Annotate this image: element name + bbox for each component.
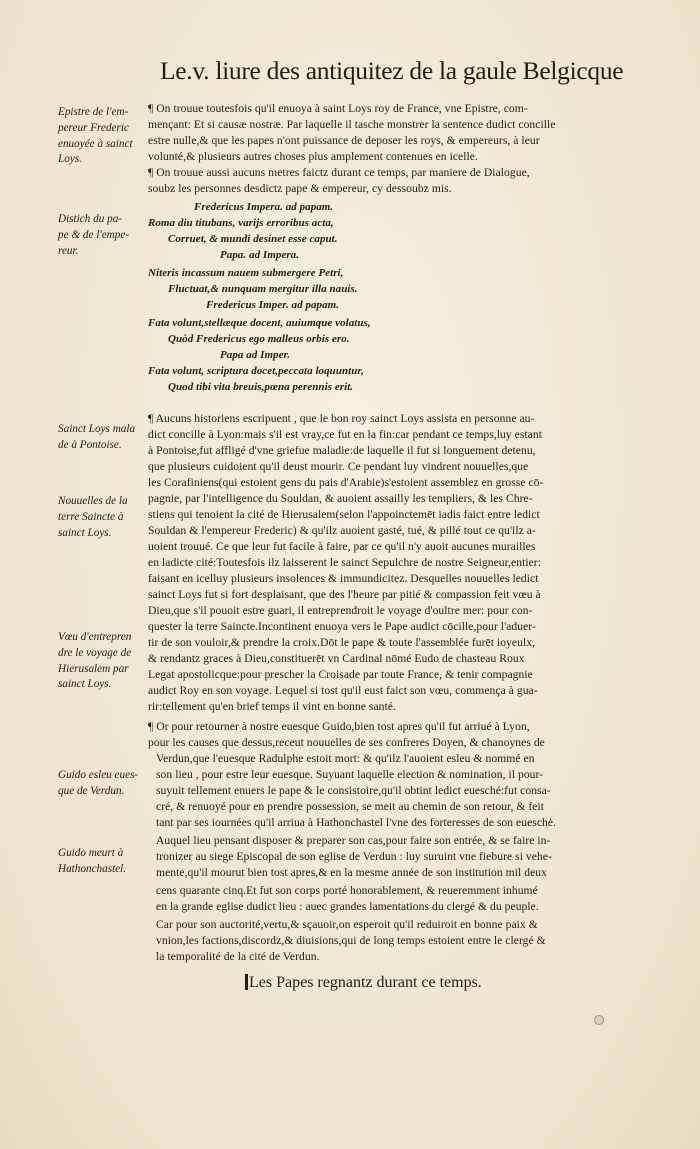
- margin-note: Nouuelles de la terre Saincte à sainct Loys.: [58, 495, 128, 539]
- text-line: uoient trouué. Ce que leur fut facile à faire, par ce qu'il n'y auoit aucunes murailles: [148, 540, 536, 553]
- text-line: son lieu , pour estre leur euesque. Suyuant laquelle election & nomination, il pour-: [156, 768, 544, 781]
- text-line: tir de son vouloir,& prendre la croix.Dōt le pape & toute l'assemblée furēt ioyeulx,: [148, 636, 536, 649]
- text-line: Souldan & l'empereur Frederic) & qu'ilz auoient gasté, tué, & pillé tout ce qu'ilz a-: [148, 524, 536, 537]
- verse-heading: Fredericus Impera. ad papam.: [194, 201, 334, 213]
- verse-line: Corruet, & mundi desinet esse caput.: [168, 233, 338, 245]
- text-line: tant par ses iournées qu'il arriua à Hathonchastel l'vne des forteresses de son eueschė.: [156, 816, 557, 829]
- verse-heading: Fredericus Imper. ad papam.: [206, 299, 340, 311]
- text-line: ¶ On trouue aussi aucuns metres faictz durant ce temps, par maniere de Dialogue,: [148, 166, 530, 179]
- verse-heading: Papa ad Imper.: [220, 349, 291, 361]
- text-line: en la grande eglise dudict lieu : auec grandes lamentations du clergé & du peuple.: [156, 900, 539, 913]
- text-line: vnion,les factions,discordz,& diuisions,qui de long temps estoient entre le clergé &: [156, 934, 546, 947]
- text-line: pour les causes que dessus,receut nouuelles de ses confreres Doyen, & chanoynes de: [148, 736, 545, 749]
- text-line: ¶ Aucuns historiens escripuent , que le bon roy sainct Loys assista en personne au-: [148, 412, 535, 425]
- margin-column: [0, 0, 150, 1149]
- text-line: que plusieurs cuidoient qu'il deust mourir. Ce pendant luy vindrent nouuelles,que: [148, 460, 529, 473]
- text-line: rir:tellement qu'en brief temps il vint en bonne santé.: [148, 700, 396, 713]
- text-line: tronizer au siege Episcopal de son eglise de Verdun : luy suruint vne fiebure si vehe-: [156, 850, 552, 863]
- text-line: & rendantz graces à Dieu,constituerēt vn Cardinal nōmé Eudo de chasteau Roux: [148, 652, 525, 665]
- pilcrow-bar-icon: [245, 974, 248, 990]
- text-line: Verdun,que l'euesque Radulphe estoit mort: & qu'ilz l'auoient esleu & nommé en: [156, 752, 535, 765]
- text-line: audict Roy en son voyage. Lequel si tost qu'il eust faict son vœu, commença à gua-: [148, 684, 538, 697]
- verse-line: Roma diu titubans, varijs erroribus acta,: [148, 217, 334, 229]
- text-line: en ladicte cité:Toutesfois ilz laisserent le sainct Sepulchre de nostre Seigneur,entier:: [148, 556, 541, 569]
- text-line: volunté,& plusieurs autres choses plus amplement contenues en icelle.: [148, 150, 478, 163]
- text-line: estre nulle,& que les papes n'ont puissance de deposer les roys, & empereurs, à leur: [148, 134, 540, 147]
- text-line: les Corafiniens(qui estoient gens du pais d'Arabie)s'estoient assemblez en grosse cō-: [148, 476, 544, 489]
- verse-heading: Papa. ad Impera.: [220, 249, 300, 261]
- verse-line: Fata volunt, scriptura docet,peccata loquuntur,: [148, 365, 364, 377]
- margin-note: Distich du pa- pe & de l'empe- reur.: [58, 213, 130, 257]
- text-line: ¶ On trouue toutesfois qu'il enuoya à saint Loys roy de France, vne Epistre, com-: [148, 102, 528, 115]
- text-line: quester la terre Saincte.Incontinent enuoya vers le Pape audict cōcille,pour l'aduer-: [148, 620, 536, 633]
- text-line: ¶ Or pour retourner à nostre euesque Guido,bien tost apres qu'il fut arriué à Lyon,: [148, 720, 530, 733]
- margin-note: Vœu d'entrepren dre le voyage de Hierusalem par sainct Loys.: [58, 631, 132, 691]
- text-line: à Pontoise,fut affligé d'vne griefue maladie:de laquelle il fut si longuement detenu,: [148, 444, 536, 457]
- text-line: mente,qu'il mourut bien tost apres,& en la mesme année de son institution mil deux: [156, 866, 547, 879]
- text-line: Legat apostolicque:pour prescher la Croisade par toute France, & tenir compagnie: [148, 668, 533, 681]
- printer-mark-icon: [594, 1015, 604, 1025]
- text-line: Auquel lieu pensant disposer & preparer son cas,pour faire son entrée, & se faire in-: [156, 834, 551, 847]
- text-line: dict concille à Lyon:mais s'il est vray,ce fut en la fin:car pendant ce temps,luy estant: [148, 428, 542, 441]
- verse-line: Quod tibi vita breuis,pœna perennis erit.: [168, 381, 354, 393]
- margin-note: Guido esleu eues- que de Verdun.: [58, 769, 139, 797]
- text-line: suyuit tellement enuers le pape & le consistoire,qu'il obtint ledict euesché:fut consa-: [156, 784, 551, 797]
- verse-line: Fluctuat,& nunquam mergitur illa nauis.: [168, 283, 358, 295]
- text-line: cens quarante cinq.Et fut son corps porté honorablement, & reueremment inhumé: [156, 884, 538, 897]
- verse-line: Fata volunt,stellæque docent, auiumque volatus,: [148, 317, 371, 329]
- text-line: cré, & renuoyé pour en prendre possession, se meit au chemin de son retour, & feit: [156, 800, 545, 813]
- text-line: mençant: Et si causæ nostræ. Par laquelle il tasche monstrer la sentence dudict concille: [148, 118, 556, 131]
- running-head: Le.v. liure des antiquitez de la gaule Belgicque: [160, 56, 624, 85]
- margin-note: Epistre de l'em- pereur Frederic enuoyée à sainct Loys.: [58, 106, 133, 166]
- text-line: pagnie, par l'intelligence du Souldan, & auoient assailly les templiers, & les Chre-: [148, 492, 533, 505]
- margin-note: Sainct Loys mala de à Pontoise.: [58, 423, 136, 451]
- text-line: sainct Loys fut si fort desplaisant, que des l'heure par pitié & compassion feit vœu à: [148, 588, 541, 601]
- verse-line: Quòd Fredericus ego malleus orbis ero.: [168, 333, 350, 345]
- margin-note: Guido meurt à Hathonchastel.: [58, 847, 127, 875]
- text-line: Car pour son auctorité,vertu,& sçauoir,on esperoit qu'il reduiroit en bonne paix &: [156, 918, 538, 931]
- text-line: faisant en icelluy plusieurs insolences & immundicitez. Desquelles nouuelles ledict: [148, 572, 539, 585]
- verse-line: Niteris incassum nauem submergere Petri,: [148, 267, 344, 279]
- section-heading: [245, 974, 482, 992]
- text-line: la temporalité de la cité de Verdun.: [156, 950, 320, 963]
- section-heading-text: Les Papes regnantz durant ce temps.: [249, 974, 482, 991]
- text-line: Dieu,que s'il pouoit estre guari, il entreprendroit le voyage d'oultre mer: pour con-: [148, 604, 533, 617]
- text-line: soubz les personnes desdictz pape & empereur, cy dessoubz mis.: [148, 182, 452, 195]
- text-line: stiens qui tenoient la cité de Hierusalem(selon l'appoinctemēt iadis faict entre ledict: [148, 508, 540, 521]
